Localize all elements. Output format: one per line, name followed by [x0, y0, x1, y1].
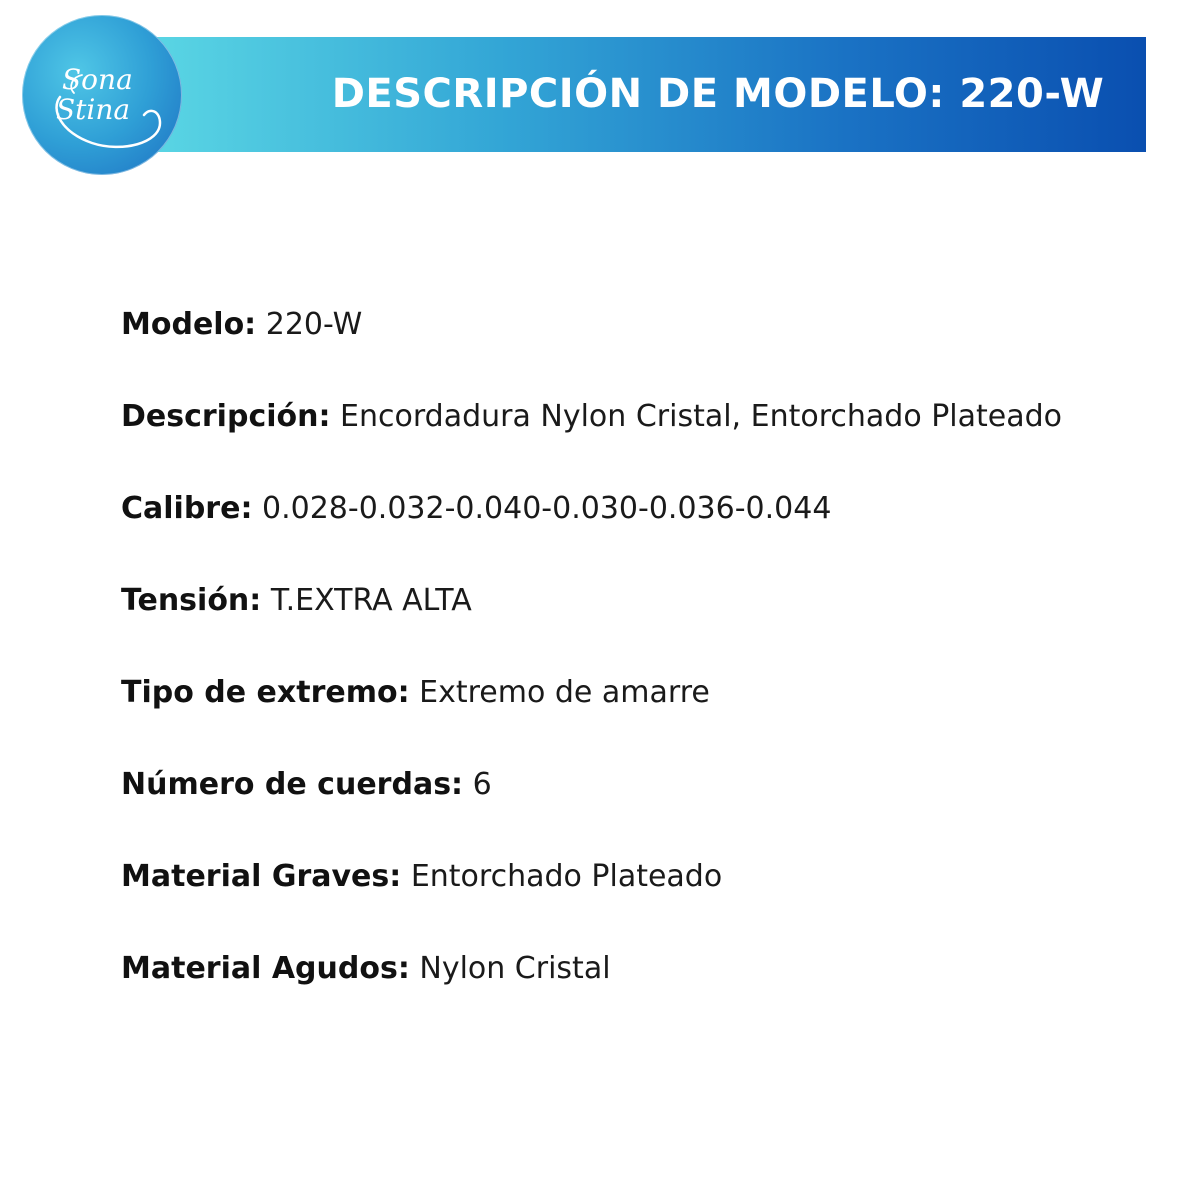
brand-logo — [22, 15, 182, 175]
spec-label: Tipo de extremo: — [121, 675, 410, 710]
header-banner — [150, 37, 1146, 152]
spec-label: Número de cuerdas: — [121, 767, 464, 802]
spec-label: Material Agudos: — [121, 951, 410, 986]
spec-row-tension — [121, 576, 1141, 668]
spec-row-tipo-extremo — [121, 668, 1141, 760]
spec-row-material-agudos — [121, 944, 1141, 1036]
spec-value: 220-W — [265, 307, 363, 342]
spec-label: Modelo: — [121, 307, 257, 342]
spec-value: 6 — [472, 767, 492, 802]
svg-text:Sona: Sona — [62, 63, 133, 96]
svg-text:Stina: Stina — [56, 93, 131, 126]
spec-label: Descripción: — [121, 399, 331, 434]
spec-row-numero-cuerdas — [121, 760, 1141, 852]
spec-value: Nylon Cristal — [419, 951, 611, 986]
spec-value: 0.028-0.032-0.040-0.030-0.036-0.044 — [262, 491, 832, 526]
spec-row-material-graves — [121, 852, 1141, 944]
spec-value: Extremo de amarre — [419, 675, 710, 710]
spec-row-descripcion — [121, 392, 1141, 484]
spec-label: Material Graves: — [121, 859, 402, 894]
spec-list — [121, 300, 1141, 1036]
spec-label: Tensión: — [121, 583, 262, 618]
sonastina-logo-icon — [22, 15, 182, 175]
spec-row-calibre — [121, 484, 1141, 576]
page-title: DESCRIPCIÓN DE MODELO: 220-W — [331, 71, 1105, 117]
spec-row-modelo — [121, 300, 1141, 392]
spec-label: Calibre: — [121, 491, 253, 526]
spec-value: T.EXTRA ALTA — [270, 583, 472, 618]
spec-value: Encordadura Nylon Cristal, Entorchado Plateado — [340, 399, 1063, 434]
spec-value: Entorchado Plateado — [410, 859, 723, 894]
